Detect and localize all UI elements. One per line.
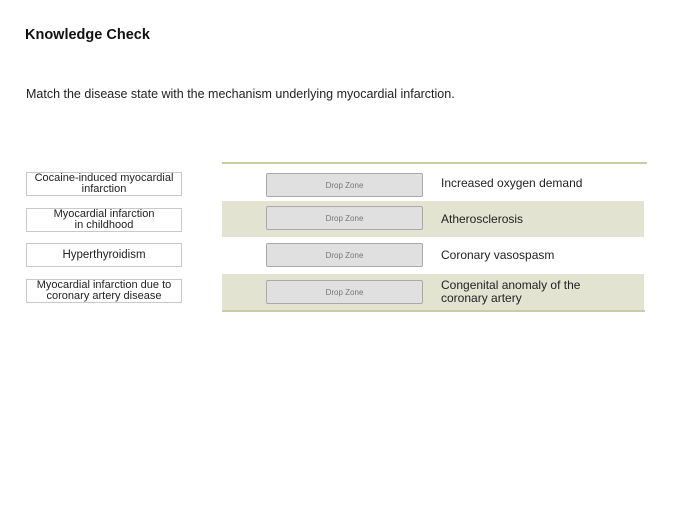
mechanism-label: Increased oxygen demand: [441, 175, 583, 190]
drag-item-label: Cocaine-induced myocardial infarction: [34, 172, 174, 195]
table-top-rule: [222, 162, 647, 164]
drag-item-label: Myocardial infarction in childhood: [53, 208, 155, 231]
drag-item-mi-childhood[interactable]: [26, 208, 182, 232]
match-row: [222, 165, 644, 201]
match-row: [222, 237, 644, 273]
mechanism-label: Coronary vasospasm: [441, 247, 555, 262]
mechanism-label: Congenital anomaly of the coronary artery: [441, 278, 581, 305]
matching-table: [222, 162, 646, 312]
mechanism-label: Atherosclerosis: [441, 211, 524, 226]
match-row: [222, 274, 644, 310]
drag-item-mi-cad[interactable]: [26, 279, 182, 303]
table-bottom-rule: [222, 310, 645, 312]
drag-item-hyperthyroidism[interactable]: [26, 243, 182, 267]
drop-zone[interactable]: Drop Zone: [266, 280, 423, 304]
drag-item-label: Hyperthyroidism: [62, 248, 146, 261]
drag-item-label: Myocardial infarction due to coronary artery disease: [36, 279, 172, 302]
drop-zone[interactable]: Drop Zone: [266, 206, 423, 230]
drop-zone[interactable]: Drop Zone: [266, 243, 423, 267]
instructions-text: Match the disease state with the mechanism underlying myocardial infarction.: [26, 87, 455, 101]
page-title: Knowledge Check: [25, 27, 150, 43]
drop-zone[interactable]: Drop Zone: [266, 173, 423, 197]
drag-item-cocaine-mi[interactable]: [26, 172, 182, 196]
match-row: [222, 201, 644, 237]
